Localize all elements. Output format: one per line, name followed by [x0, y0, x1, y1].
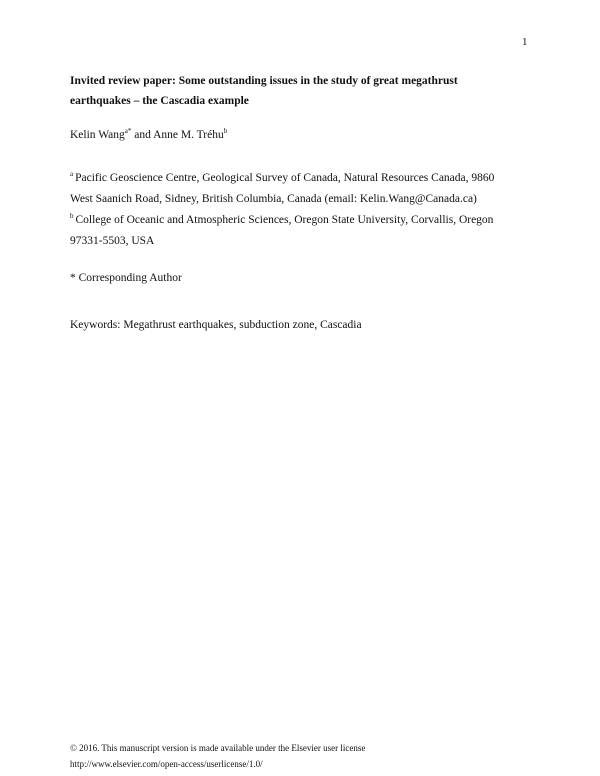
- paper-title-line-1: Invited review paper: Some outstanding issues in the study of great megathrust: [70, 75, 458, 87]
- license-footer: [70, 740, 365, 772]
- license-url: http://www.elsevier.com/open-access/userlicense/1.0/: [70, 759, 263, 769]
- author-list: [70, 129, 227, 141]
- affiliation-line: [70, 210, 540, 231]
- paper-title: [70, 71, 540, 111]
- author-affiliation-marker: a*: [124, 127, 132, 135]
- license-statement: © 2016. This manuscript version is made available under the Elsevier user license: [70, 743, 366, 753]
- affiliation-line: West Saanich Road, Sidney, British Columbia, Canada (email: Kelin.Wang@Canada.ca): [70, 193, 477, 205]
- corresponding-author-note: * Corresponding Author: [70, 272, 182, 284]
- affiliation-text: Pacific Geoscience Centre, Geological Survey of Canada, Natural Resources Canada, 9860: [75, 172, 495, 184]
- page-number: 1: [522, 36, 528, 48]
- paper-title-line-2: earthquakes – the Cascadia example: [70, 95, 249, 107]
- affiliation-marker: a: [70, 170, 74, 178]
- affiliation-marker: b: [70, 212, 74, 220]
- keywords: Keywords: Megathrust earthquakes, subduction zone, Cascadia: [70, 319, 362, 331]
- affiliation-line: 97331-5503, USA: [70, 235, 155, 247]
- affiliation-b: [70, 210, 540, 252]
- author-name: Kelin Wang: [70, 129, 125, 141]
- affiliation-text: College of Oceanic and Atmospheric Sciences, Oregon State University, Corvallis, Oregon: [75, 214, 494, 226]
- author-name: Anne M. Tréhu: [153, 129, 224, 141]
- author-affiliation-marker: b: [223, 127, 228, 135]
- affiliation-line: [70, 168, 540, 189]
- author-conjunction: and: [131, 129, 154, 141]
- affiliation-a: [70, 168, 540, 210]
